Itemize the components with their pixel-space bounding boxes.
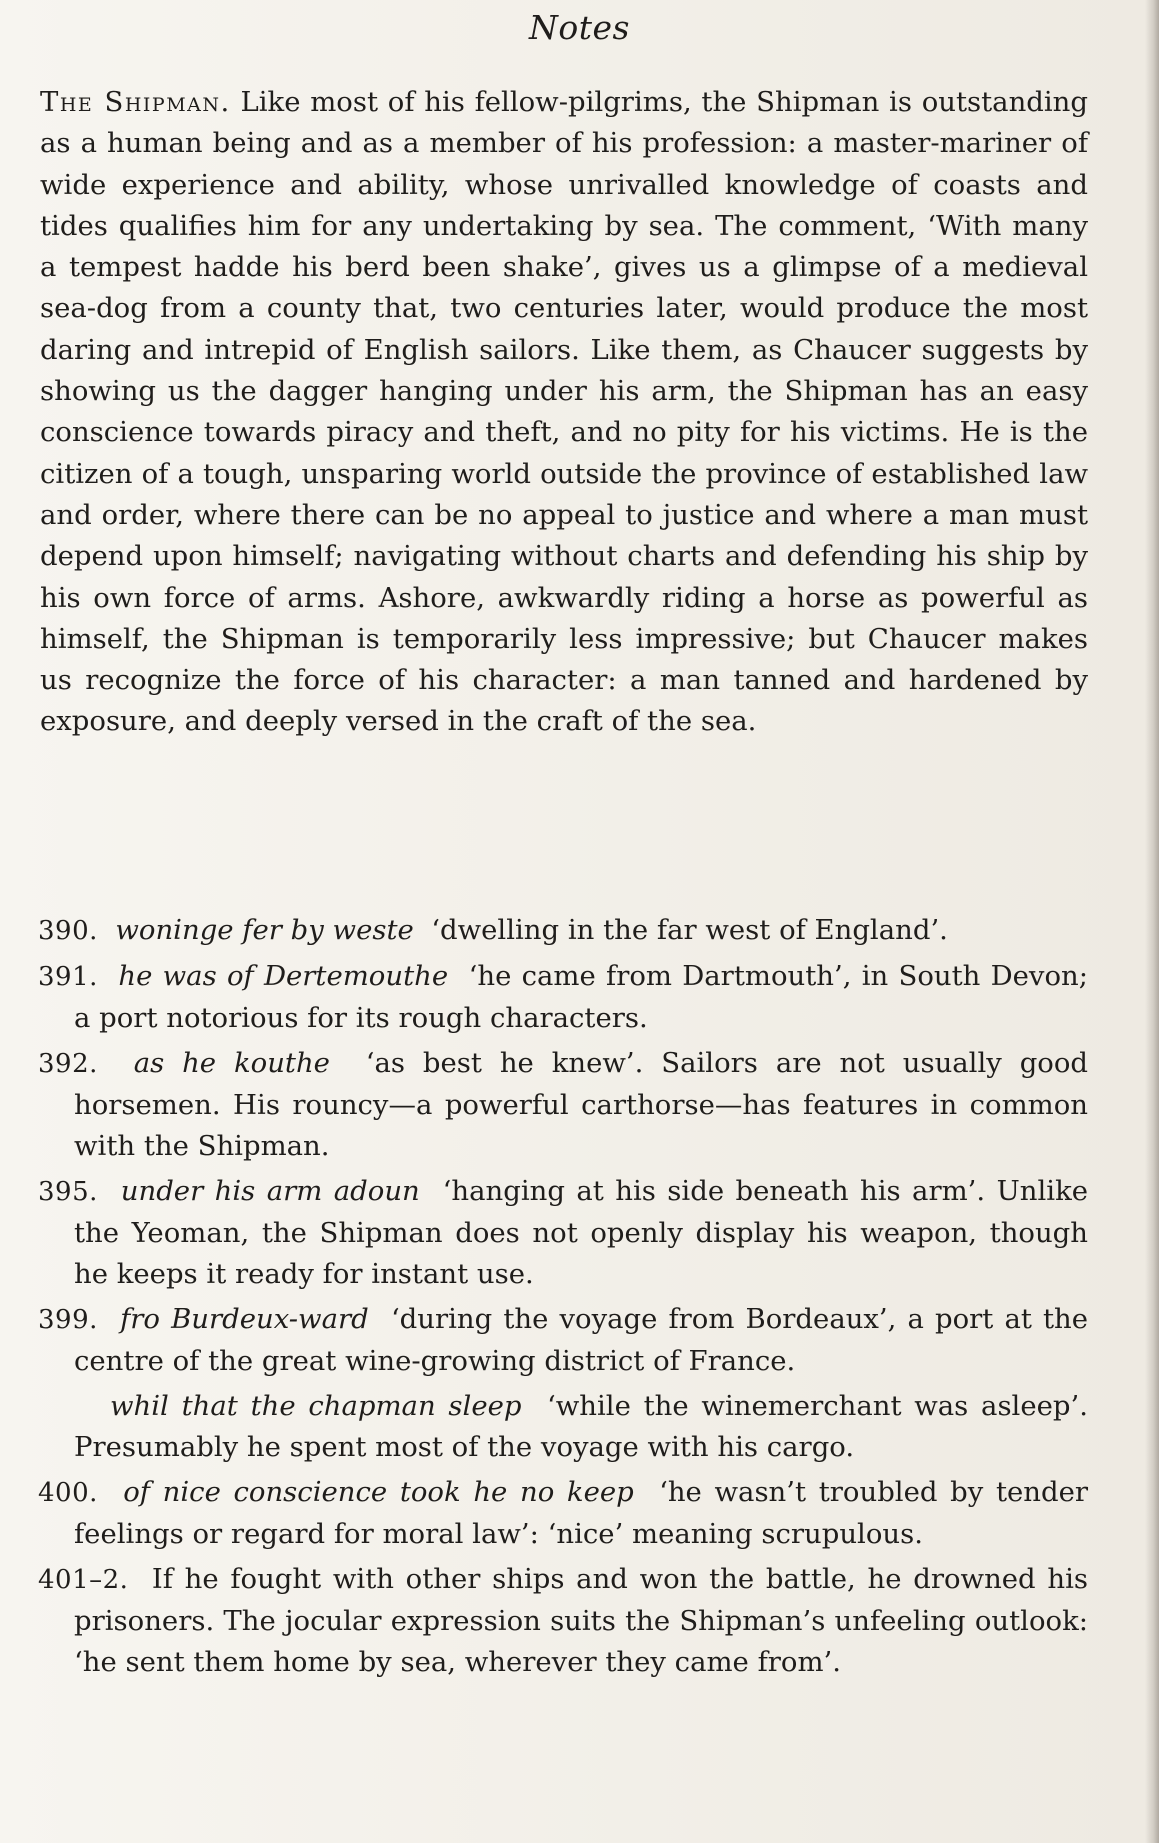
note-number: 401–2.: [38, 1565, 129, 1595]
running-header: Notes: [529, 8, 630, 47]
note-number: 395.: [38, 1177, 98, 1207]
note-text: ‘while the winemerchant was asleep’. Presumably he spent most of the voyage with his cargo.: [74, 1390, 1088, 1463]
note-395: [38, 1171, 1088, 1295]
note-text: If he fought with other ships and won the battle, he drowned his prisoners. The jocular expression suits the Shipman’s unfeeling outlook: ‘he sent them home by sea, wherever they came from’.: [74, 1563, 1088, 1678]
page-edge-shadow: [1145, 0, 1159, 1843]
note-number: 399.: [38, 1305, 98, 1335]
note-401-2: [38, 1559, 1088, 1683]
note-399-continuation: [38, 1386, 1088, 1468]
note-text: ‘he wasn’t troubled by tender feelings or regard for moral law’: ‘nice’ meaning scrupulous.: [74, 1476, 1089, 1550]
note-lemma: of nice conscience took he no keep: [123, 1476, 634, 1508]
note-number: 392.: [38, 1049, 98, 1079]
note-number: 390.: [38, 916, 98, 946]
note-text: ‘he came from Dartmouth’, in South Devon; a port notorious for its rough characters.: [74, 960, 1089, 1034]
note-lemma: as he kouthe: [133, 1047, 330, 1079]
note-400: [38, 1472, 1088, 1555]
intro-heading: The Shipman.: [40, 86, 231, 118]
note-391: [38, 956, 1088, 1039]
note-text: ‘dwelling in the far west of England’.: [431, 914, 948, 946]
intro-text: Like most of his fellow-pilgrims, the Shipman is outstanding as a human being and as a member of his profession: a master-mariner of wide experience and ability, whose unrivalled knowledge of coasts and tides qualifies him for any undertaking by sea. The comment, ‘With many a tempest hadde his berd been shake’, gives us a glimpse of a medieval sea-dog from a county that, two centuries later, would produce the most daring and intrepid of English sailors. Like them, as Chaucer suggests by showing us the dagger hanging under his arm, the Shipman has an easy conscience towards piracy and theft, and no pity for his victims. He is the citizen of a tough, unsparing world outside the province of established law and order, where there can be no appeal to justice and where a man must depend upon himself; navigating without charts and defending his ship by his own force of arms. Ashore, awkwardly riding a horse as powerful as himself, the Shipman is temporarily less impressive; but Chaucer makes us recognize the force of his character: a man tanned and hardened by exposure, and deeply versed in the craft of the sea.: [40, 86, 1088, 738]
note-lemma: woninge fer by weste: [115, 914, 414, 946]
note-399: [38, 1299, 1088, 1382]
note-lemma: fro Burdeux-ward: [120, 1303, 369, 1335]
note-text: ‘as best he knew’. Sailors are not usually good horsemen. His rouncy—a powerful carthorse—has features in common with the Shipman.: [74, 1047, 1089, 1162]
note-392: [38, 1043, 1088, 1167]
note-text: ‘during the voyage from Bordeaux’, a port at the centre of the great wine-growing district of France.: [74, 1303, 1089, 1377]
note-number: 391.: [38, 962, 98, 992]
note-lemma: he was of Dertemouthe: [118, 960, 449, 992]
note-text: ‘hanging at his side beneath his arm’. Unlike the Yeoman, the Shipman does not openly display his weapon, though he keeps it ready for instant use.: [74, 1175, 1089, 1290]
intro-paragraph: [40, 82, 1088, 743]
note-390: [38, 910, 1088, 952]
note-lemma: under his arm adoun: [120, 1175, 420, 1207]
notes-list: [38, 910, 1088, 1687]
note-number: 400.: [38, 1478, 98, 1508]
note-lemma: whil that the chapman sleep: [110, 1390, 522, 1422]
